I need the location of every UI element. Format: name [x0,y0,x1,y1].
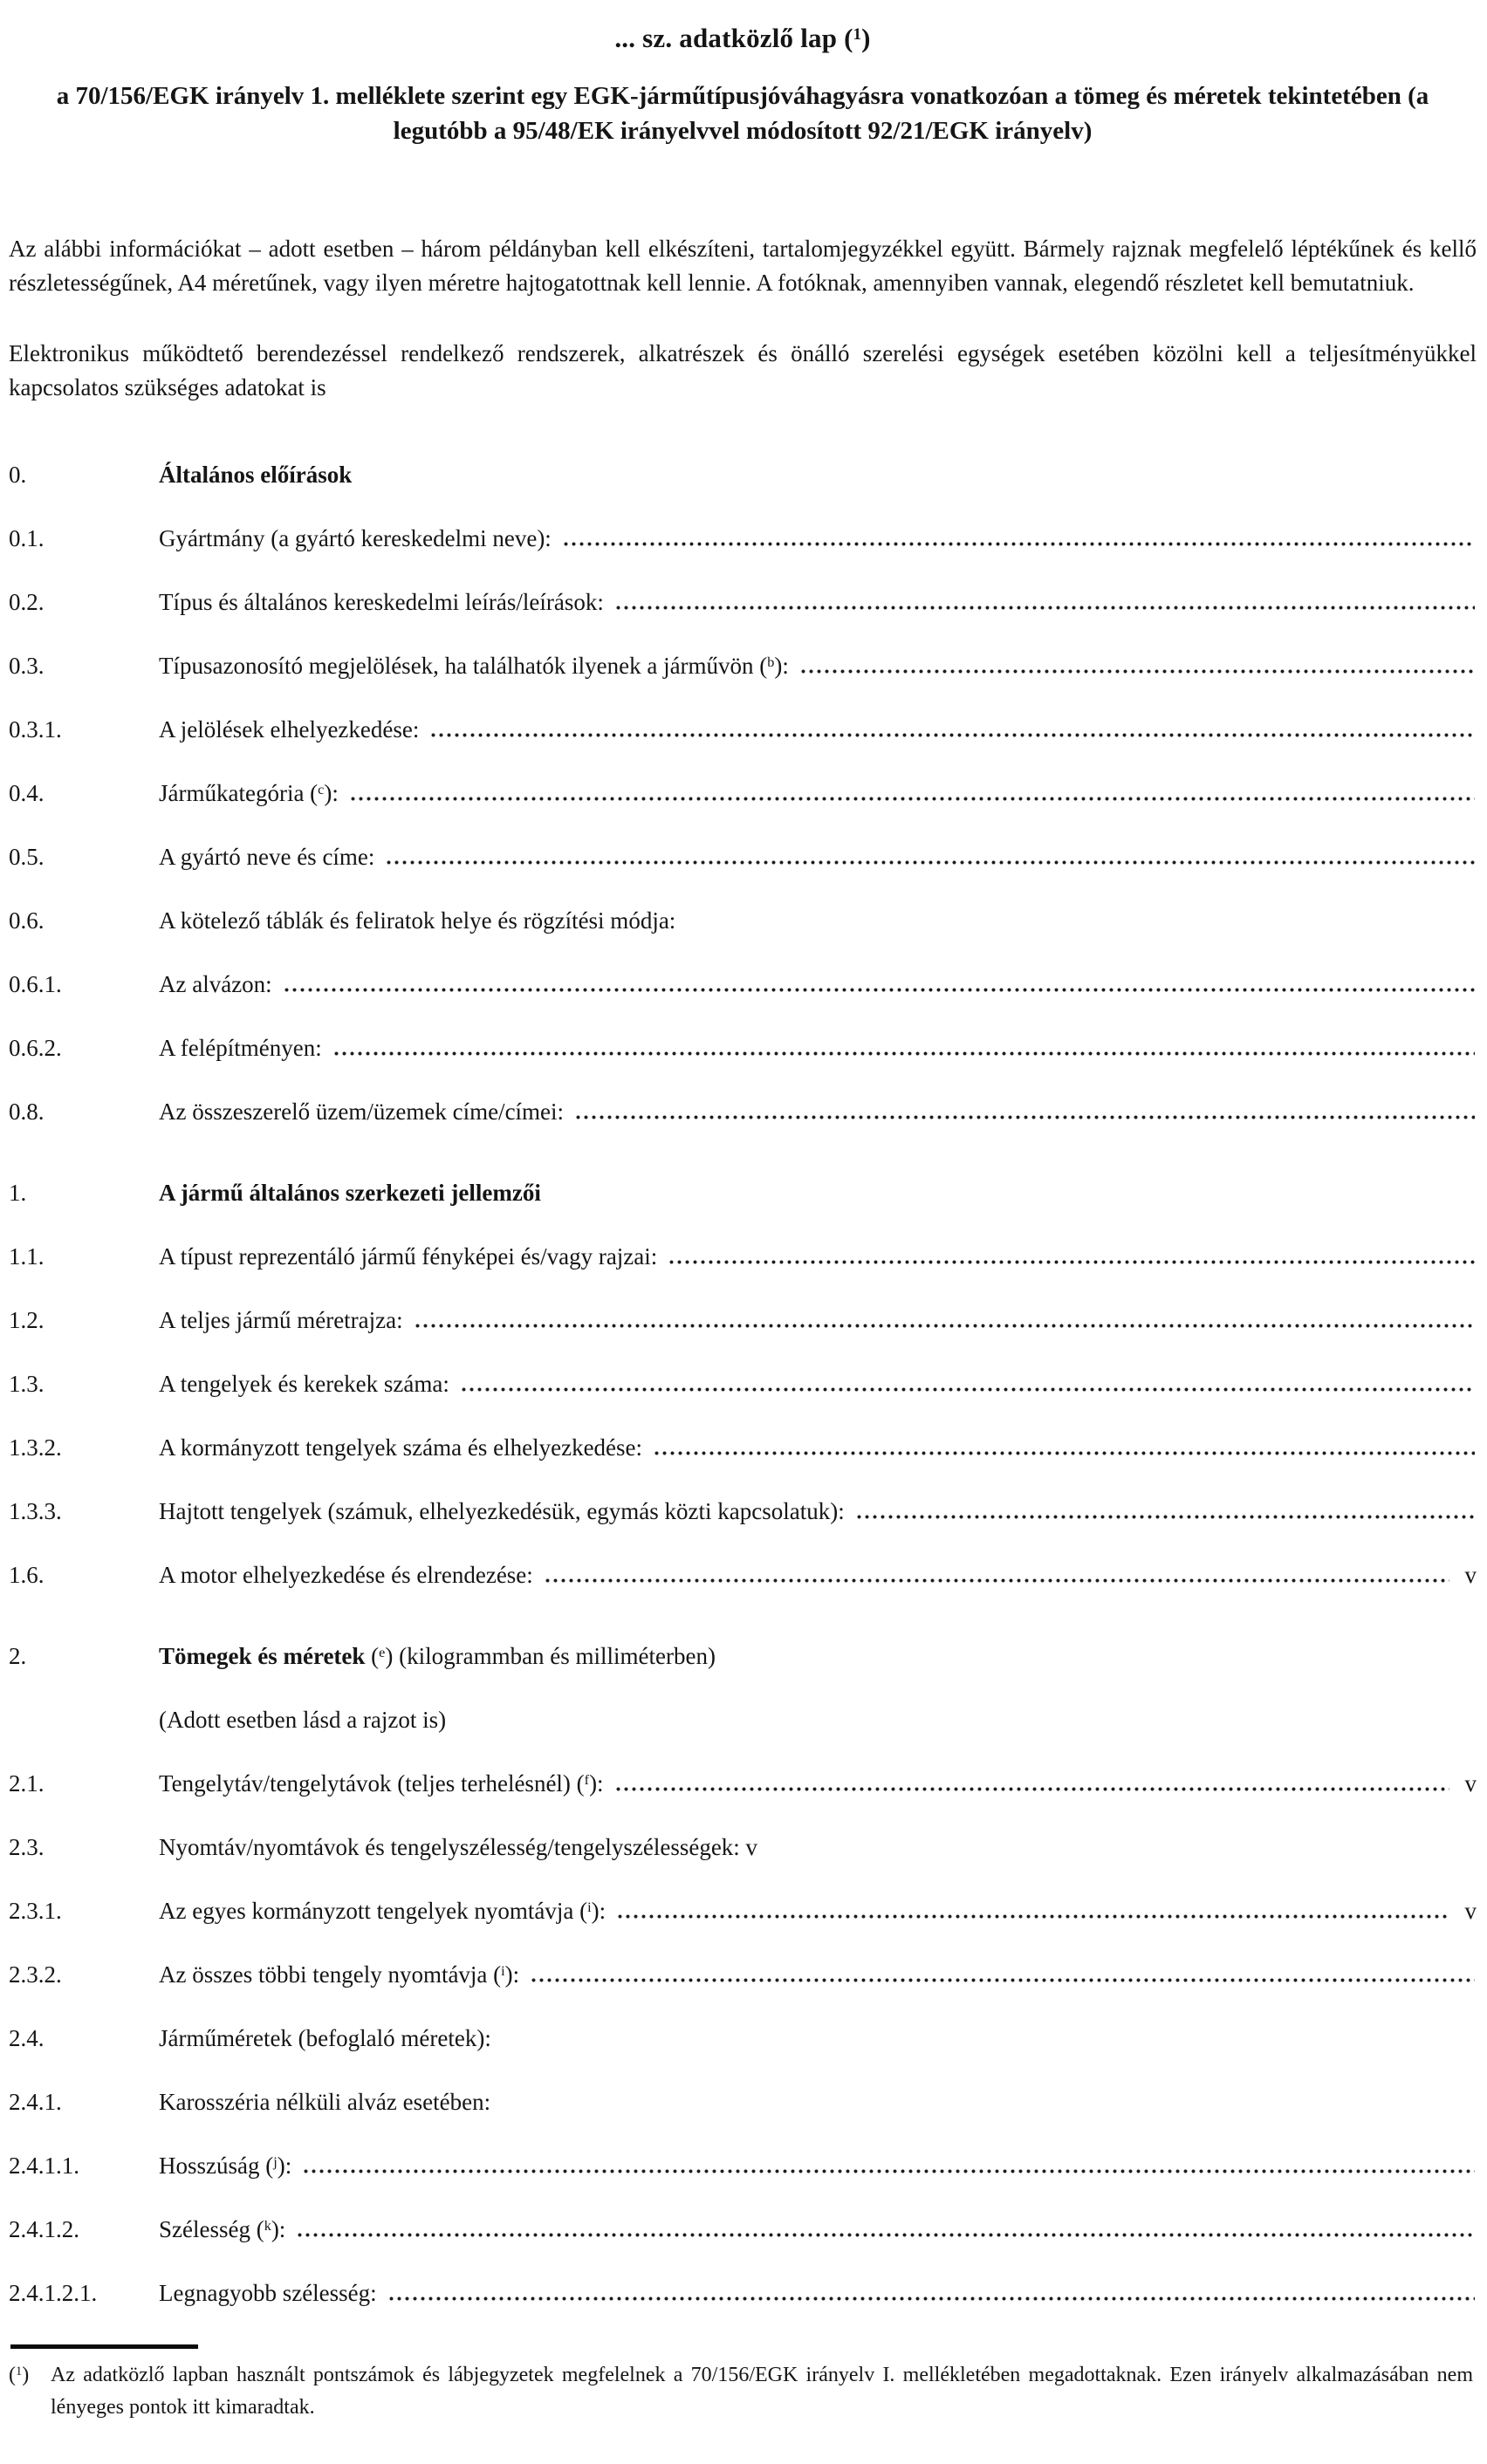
page-title-close: ) [861,23,871,53]
item-number: 0.6.2. [9,1035,62,1061]
footnote-ref-k: k [264,2218,271,2235]
footnote-rule [10,2344,198,2349]
form-item-0-6-1 [9,972,1477,996]
form-item-2-4-1-2-1 [9,2281,1477,2305]
footnote-marker-number: 1 [16,2365,23,2379]
dotted-leader [531,1978,1475,1982]
dotted-leader [857,1515,1475,1519]
dotted-leader [284,988,1475,992]
item-suffix-v: v [1464,1562,1477,1588]
item-number: 0.8. [9,1099,45,1125]
item-number: 2.1. [9,1770,45,1797]
item-label: Karosszéria nélküli alváz esetében: [159,2089,491,2115]
item-label: Az összes többi tengely nyomtávja ($^i$): [159,1961,520,1988]
footnote-ref-e: e [379,1645,386,1661]
form-item-1-1 [9,1244,1477,1269]
item-number: 1.3. [9,1371,45,1397]
item-label: Járműméretek (befoglaló méretek): [159,2025,491,2051]
footnote-ref-j: j [273,2154,278,2171]
form-item-0-8 [9,1099,1477,1124]
dotted-leader [462,1387,1475,1392]
dotted-leader [801,669,1475,674]
item-label: A motor elhelyezkedése és elrendezése: [159,1562,533,1588]
form-item-1-3 [9,1372,1477,1396]
item-label: A jelölések elhelyezkedése: [159,716,420,743]
item-number: 0.6.1. [9,971,62,997]
item-number: 1.3.3. [9,1498,62,1524]
item-label: A kötelező táblák és feliratok helye és rögzítési módja: [159,907,676,934]
footnote-ref-i: i [587,1899,592,1916]
footnote-ref-i: i [501,1963,505,1980]
item-label: Az alvázon: [159,971,272,997]
page-title-text: ... sz. adatközlő lap ( [614,23,853,53]
item-number: 2. [9,1643,27,1669]
item-label: A tengelyek és kerekek száma: [159,1371,449,1397]
form-item-1-3-3 [9,1499,1477,1523]
item-label: Legnagyobb szélesség: [159,2280,377,2306]
item-number: 0.5. [9,844,45,870]
footnote-marker: ($^1$) [9,2364,30,2386]
dotted-leader [389,2296,1475,2301]
form-item-0-6-2 [9,1036,1477,1060]
item-label: A felépítményen: [159,1035,322,1061]
section-heading-2 [9,1644,1477,1668]
section-heading-1 [9,1181,1477,1205]
form-item-0-2 [9,590,1477,614]
item-number: 2.4.1.2.1. [9,2280,98,2306]
item-label: Szélesség ($^k$): [159,2216,286,2242]
item-number: 2.4.1.2. [9,2216,79,2242]
footnote-ref-f: f [584,1772,590,1789]
item-number: 1.6. [9,1562,45,1588]
item-number: 0.6. [9,907,45,934]
document-subtitle: a 70/156/EGK irányelv 1. melléklete szerint egy EGK-járműtípusjóváhagyásra vonatkozóan a tömeg és méretek tekintetében (a legutóbb a 95/48/EK irányelvvel módosított 92/21/EGK irányelv) [56,82,1429,145]
item-suffix-v: v [1464,1770,1477,1797]
intro-paragraph-2: Elektronikus működtető berendezéssel rendelkező rendszerek, alkatrészek és önálló szerelési egységek esetében közölni kell a teljesítményükkel kapcsolatos szükséges adatokat is [9,340,1477,400]
dotted-leader [545,1578,1449,1583]
form-item-0-4 [9,781,1477,805]
footnote [9,2359,1477,2424]
item-label: Típusazonosító megjelölések, ha találhatók ilyenek a járművön ($^b$): [159,653,789,679]
footnote-ref-c: c [318,782,325,798]
item-number: 0.3.1. [9,716,62,743]
dotted-leader [387,860,1475,865]
item-number: 2.3. [9,1834,45,1860]
item-label: Az összeszerelő üzem/üzemek címe/címei: [159,1099,565,1125]
form-item-0-3-1 [9,717,1477,742]
form-item-0-5 [9,845,1477,869]
title-footnote-ref: 1 [853,25,862,44]
item-label: Járműkategória ($^c$): [159,780,339,806]
dotted-leader [431,733,1475,737]
item-number: 2.3.2. [9,1961,62,1988]
item-number: 0.3. [9,653,45,679]
form-item-2-4-1-2 [9,2217,1477,2242]
form-item-2-3-1 [9,1899,1477,1923]
item-label: A típust reprezentáló jármű fényképei és/vagy rajzai: [159,1243,658,1270]
item-label: Gyártmány (a gyártó kereskedelmi neve): [159,525,552,551]
dotted-leader [564,542,1475,546]
section-heading-0 [9,462,1477,487]
page-title [9,23,1477,54]
dotted-leader [415,1324,1475,1328]
form-item-2-3-2 [9,1962,1477,1987]
form-item-0-1 [9,526,1477,551]
form-item-2-4 [9,2026,1477,2050]
item-label: Típus és általános kereskedelmi leírás/leírások: [159,589,604,615]
form-item-2-1 [9,1771,1477,1796]
dotted-leader [351,797,1475,801]
item-number: 1.2. [9,1307,45,1333]
item-label: Az egyes kormányzott tengelyek nyomtávja ($^i$): [159,1898,606,1924]
item-number: 1.1. [9,1243,45,1270]
item-label: A kormányzott tengelyek száma és elhelyezkedése: [159,1434,643,1461]
footnote-text: Az adatközlő lapban használt pontszámok és lábjegyzetek megfelelnek a 70/156/EGK irányelv I. mellékletében megadottaknak. Ezen irányelv alkalmazásában nem lényeges pontok itt kimaradtak. [51,2364,1473,2419]
item-label: A teljes jármű méretrajza: [159,1307,403,1333]
item-label: A gyártó neve és címe: [159,844,375,870]
item-suffix-v: v [1464,1898,1477,1924]
form-item-2-3 [9,1835,1477,1859]
item-label: (Adott esetben lásd a rajzot is) [159,1707,447,1733]
item-number: 2.4. [9,2025,45,2051]
dotted-leader [616,606,1475,610]
form-item-0-3 [9,654,1477,678]
form-item-1-2 [9,1308,1477,1332]
item-label: Általános előírások [159,462,353,488]
dotted-leader [654,1451,1475,1455]
item-number: 2.4.1.1. [9,2153,79,2179]
item-label: Tengelytáv/tengelytávok (teljes terhelésnél) ($^f$): [159,1770,604,1797]
dotted-leader [576,1115,1475,1119]
item-label: Tömegek és méretek ($^e$) (kilogrammban és milliméterben) [159,1643,716,1669]
item-number: 0.1. [9,525,45,551]
item-number: 2.4.1. [9,2089,62,2115]
intro-paragraph-1: Az alábbi információkat – adott esetben – három példányban kell elkészíteni, tartalomjegyzékkel együtt. Bármely rajznak megfelelő léptékűnek és kellő részletességűnek, A4 méretűnek, vagy ilyen méretre hajtogatottnak kell lennie. A fotóknak, amennyiben vannak, elegendő részletet kell bemutatniuk. [9,236,1477,296]
form-item-1-3-2 [9,1435,1477,1460]
form-item-2-note [9,1708,1477,1732]
form-items-list [9,462,1477,2305]
item-label: Hajtott tengelyek (számuk, elhelyezkedésük, egymás közti kapcsolatuk): [159,1498,845,1524]
dotted-leader [616,1787,1449,1791]
footnote-ref-b: b [767,654,775,671]
dotted-leader [298,2233,1475,2237]
form-item-1-6 [9,1563,1477,1587]
item-label: Hosszúság ($^j$): [159,2153,292,2179]
item-label: Nyomtáv/nyomtávok és tengelyszélesség/tengelyszélességek: v [159,1834,758,1860]
item-number: 1. [9,1180,27,1206]
form-item-0-6 [9,908,1477,933]
dotted-leader [334,1051,1475,1056]
item-label: A jármű általános szerkezeti jellemzői [159,1180,541,1206]
item-number: 0.2. [9,589,45,615]
dotted-leader [618,1914,1449,1919]
dotted-leader [304,2169,1475,2173]
item-number: 2.3.1. [9,1898,62,1924]
form-item-2-4-1 [9,2090,1477,2114]
item-number: 1.3.2. [9,1434,62,1461]
item-number: 0.4. [9,780,45,806]
form-item-2-4-1-1 [9,2153,1477,2178]
dotted-leader [669,1260,1475,1264]
item-number: 0. [9,462,27,488]
